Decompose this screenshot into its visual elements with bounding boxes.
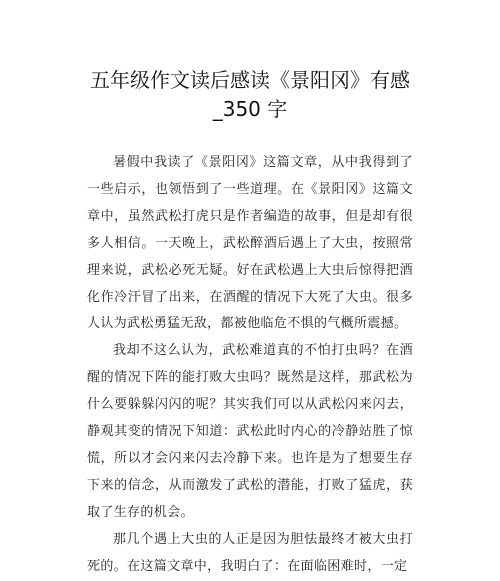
title-line-2: _350 字 (212, 97, 288, 121)
paragraph-2: 我却不这么认为，武松难道真的不怕打虫吗？在酒醒的情况下阵的能打败大虫吗？既然是这样，那武松为什么要躲躲闪闪的呢？其实我们可以从武松闪来闪去，静观其变的情况下知道：武松此时内心的冷静站胜了惊慌，所以才会闪来闪去冷静下来。也许是为了想要生存下来的信念，从而激发了武松的潜能，打败了猛虎，获取了生存的机会。 (87, 343, 413, 520)
paragraph-3: 那几个遇上大虫的人正是因为胆怯最终才被大虫打死的。在这篇文章中，我明白了：在面临困难时，一定 (87, 531, 413, 574)
document-body (87, 150, 413, 581)
title-line-1: 五年级作文读后感读《景阳冈》有感 (90, 68, 410, 92)
document-title (60, 66, 440, 124)
paragraph-1: 暑假中我读了《景阳冈》这篇文章，从中我得到了一些启示，也领悟到了一些道理。在《景阳冈》这篇文章中，虽然武松打虎只是作者编造的故事，但是却有很多人相信。一天晚上，武松醉酒后遇上了大虫，按照常理来说，武松必死无疑。好在武松遇上大虫后惊得把酒化作冷汗冒了出来，在酒醒的情况下大死了大虫。很多人认为武松勇猛无敌，都被他临危不惧的气概所震撼。 (87, 155, 413, 332)
